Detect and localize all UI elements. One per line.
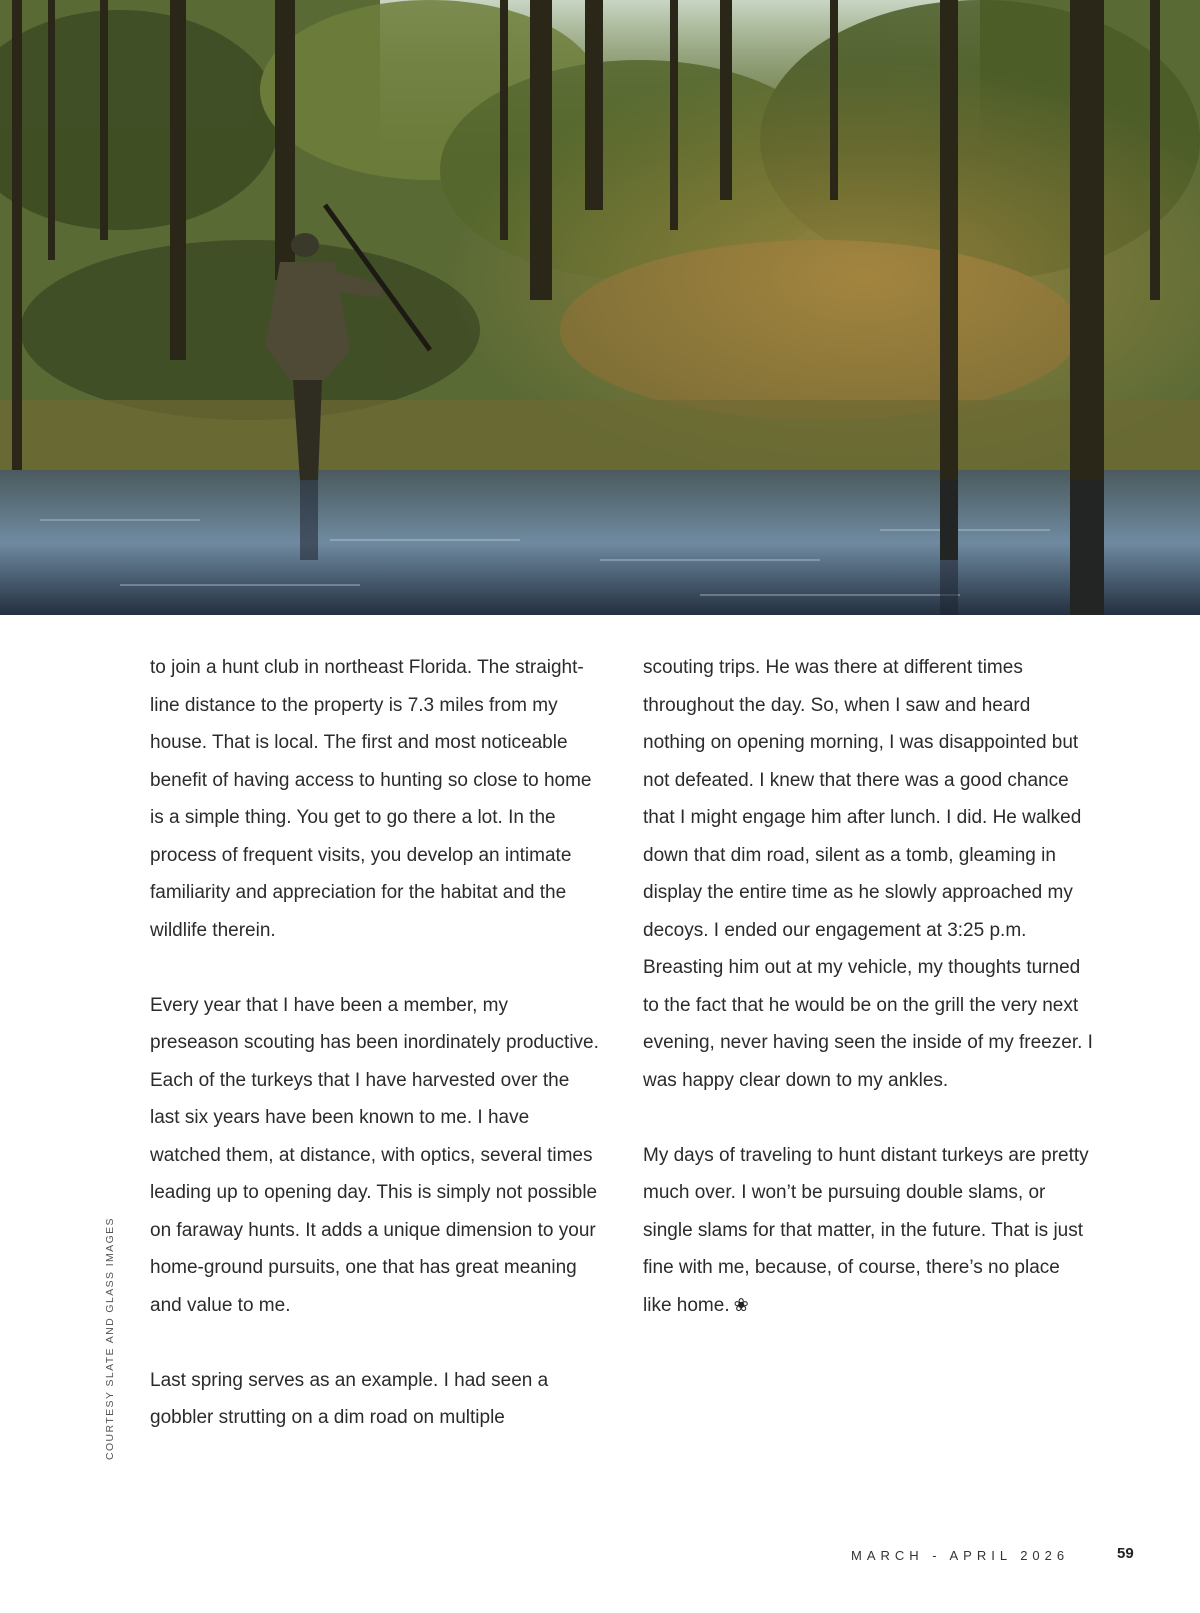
issue-date: MARCH - APRIL 2026 [851,1548,1070,1563]
photo-credit: COURTESY SLATE AND GLASS IMAGES [104,1217,116,1460]
article-left-column [150,649,600,1474]
turkey-endmark-icon: ❀ [733,1294,749,1315]
paragraph: to join a hunt club in northeast Florida. The straight-line distance to the property is 7.3 miles from my house. That is local. The first and most noticeable benefit of having access to hunting so close to home is a simple thing. You get to go there a lot. In the process of frequent visits, you develop an intimate familiarity and appreciation for the habitat and the wildlife therein. [150,657,592,941]
paragraph-final [643,1137,1093,1325]
page-number: 59 [1117,1545,1134,1562]
paragraph: scouting trips. He was there at different times throughout the day. So, when I saw and heard nothing on opening morning, I was disappointed but not defeated. I knew that there was a good chance that I might engage him after lunch. I did. He walked down that dim road, silent as a tomb, gleaming in display the entire time as he slowly approached my decoys. I ended our engagement at 3:25 p.m. Breasting him out at my vehicle, my thoughts turned to the fact that he would be on the grill the very next evening, never having seen the inside of my freezer. I was happy clear down to my ankles. [643,657,1093,1091]
paragraph-text: My days of traveling to hunt distant turkeys are pretty much over. I won’t be pursuing double slams, or single slams for that matter, in the future. That is just fine with me, because, of course, there’s no place like home. [643,1144,1089,1316]
article-right-column [643,649,1093,1362]
forest-swamp-photo [0,0,1200,615]
forest-swamp-hunter-photo [0,0,1200,615]
paragraph: Every year that I have been a member, my preseason scouting has been inordinately productive. Each of the turkeys that I have harvested over the last six years have been known to me. I have watched them, at distance, with optics, several times leading up to opening day. This is simply not possible on faraway hunts. It adds a unique dimension to your home-ground pursuits, one that has great meaning and value to me. [150,994,599,1316]
paragraph: Last spring serves as an example. I had seen a gobbler strutting on a dim road on multiple [150,1369,549,1428]
